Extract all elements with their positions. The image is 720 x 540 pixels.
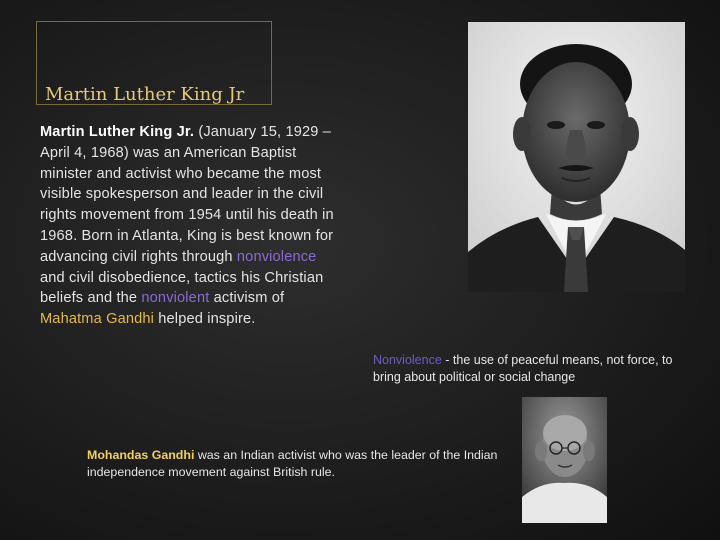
bio-paragraph (40, 122, 340, 330)
gandhi-name[interactable]: Mohandas Gandhi (87, 448, 195, 462)
nonviolence-definition (373, 352, 703, 386)
nonviolence-link[interactable]: nonviolence (236, 248, 317, 265)
definition-term[interactable]: Nonviolence (373, 353, 442, 367)
gandhi-caption (87, 447, 507, 481)
slide-title: Martin Luther King Jr (45, 84, 245, 105)
bio-text-4: helped inspire. (154, 311, 256, 328)
gandhi-text: was an Indian activist who was the leader of the Indian independence movement against British rule. (87, 448, 498, 479)
bio-text-2: and civil disobedience, tactics his Christian beliefs and the (40, 269, 324, 307)
nonviolent-link[interactable]: nonviolent (141, 290, 210, 307)
gandhi-photo (522, 397, 607, 523)
definition-text: - the use of peaceful means, not force, to bring about political or social change (373, 353, 673, 384)
bio-text-3: activism of (209, 290, 285, 307)
bio-text-1: (January 15, 1929 – April 4, 1968) was an American Baptist minister and activist who became the most visible spokesperson and leader in the civil rights movement from 1954 until his death in 1968. Born in Atlanta, King is best known for advancing civil rights through (40, 124, 334, 265)
bio-name: Martin Luther King Jr. (40, 124, 195, 140)
mahatma-gandhi-link[interactable]: Mahatma Gandhi (40, 311, 155, 328)
martin-luther-king-photo (468, 22, 685, 292)
